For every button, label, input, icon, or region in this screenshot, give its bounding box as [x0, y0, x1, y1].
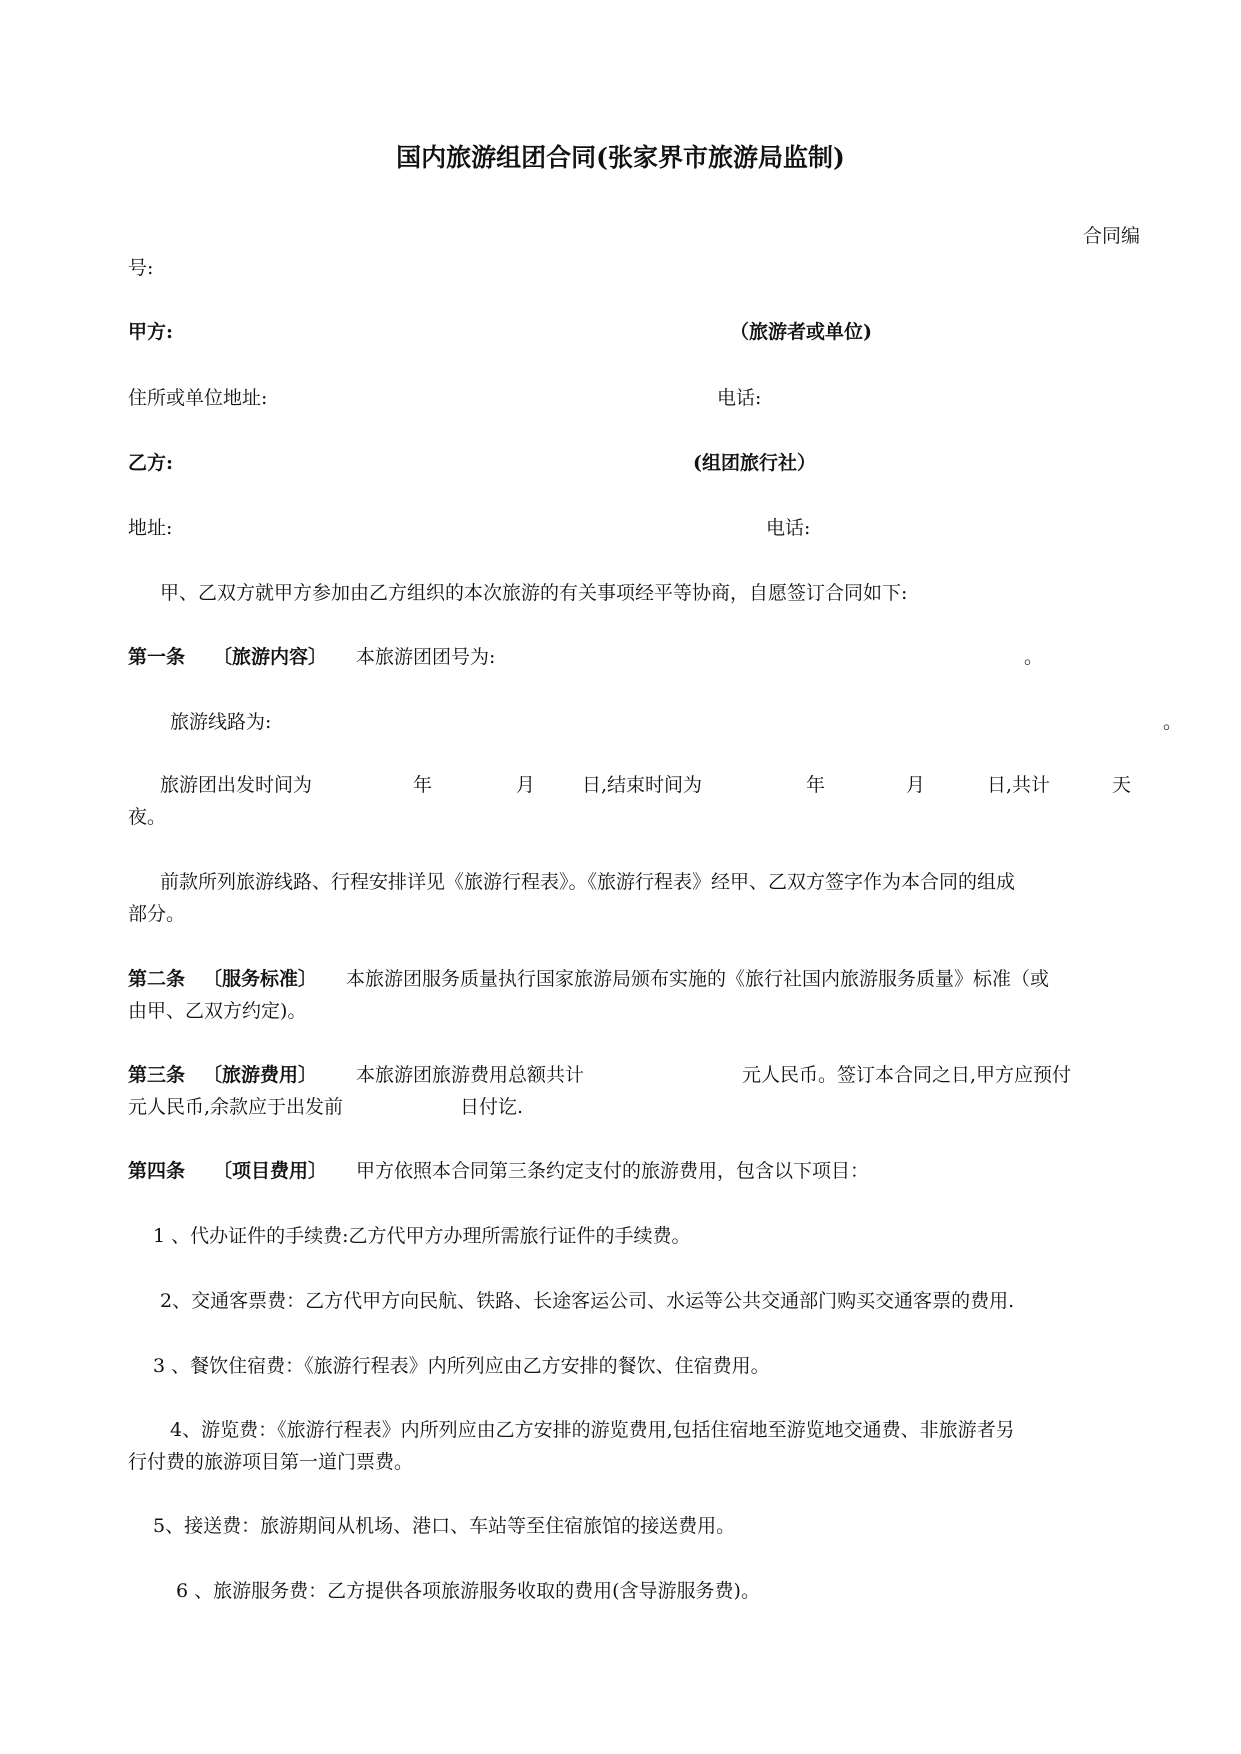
- list-item: 3 、餐饮住宿费：《旅游行程表》内所列应由乙方安排的餐饮、住宿费用。: [153, 1355, 770, 1377]
- article-3-heading: 第三条: [128, 1064, 186, 1086]
- nights-label: 夜。: [128, 806, 167, 828]
- contract-number-label: 合同编: [1083, 225, 1141, 247]
- intro-paragraph: 甲、乙双方就甲方参加由乙方组织的本次旅游的有关事项经平等协商，自愿签订合同如下:: [160, 582, 908, 604]
- article-2-heading: 第二条: [128, 968, 186, 990]
- article-3-total-label: 本旅游团旅游费用总额共计: [356, 1064, 585, 1086]
- article-1-period: 。: [1024, 646, 1044, 668]
- end-year-label: 年: [806, 774, 826, 796]
- itinerary-paragraph-line1: 前款所列旅游线路、行程安排详见《旅游行程表》。《旅游行程表》经甲、乙双方签字作为本合同的组成: [160, 871, 1016, 893]
- depart-time-label: 旅游团出发时间为: [160, 774, 313, 796]
- article-3-balance-label: 元人民币,余款应于出发前: [128, 1096, 344, 1118]
- article-1-group-number: 本旅游团团号为:: [356, 646, 496, 668]
- list-item: 6 、旅游服务费：乙方提供各项旅游服务收取的费用(含导游服务费)。: [176, 1580, 760, 1602]
- depart-month-label: 月: [516, 774, 536, 796]
- page-title: 国内旅游组团合同(张家界市旅游局监制): [396, 143, 845, 172]
- party-b-label: 乙方:: [128, 452, 174, 474]
- end-month-label: 月: [906, 774, 926, 796]
- party-a-address-label: 住所或单位地址:: [128, 387, 268, 409]
- list-item: 5、接送费：旅游期间从机场、港口、车站等至住宿旅馆的接送费用。: [153, 1515, 736, 1537]
- article-4-topic: 〔项目费用〕: [213, 1160, 328, 1182]
- party-b-note: (组团旅行社）: [693, 452, 816, 474]
- itinerary-paragraph-line2: 部分。: [128, 903, 186, 925]
- contract-number-label-cont: 号:: [128, 257, 154, 279]
- depart-year-label: 年: [413, 774, 433, 796]
- article-2-line2: 由甲、乙双方约定)。: [128, 1000, 307, 1022]
- days-label: 天: [1112, 774, 1132, 796]
- article-3-prepay-label: 元人民币。签订本合同之日,甲方应预付: [742, 1064, 1072, 1086]
- article-3-topic: 〔旅游费用〕: [203, 1064, 318, 1086]
- article-1-route: 旅游线路为:: [170, 711, 272, 733]
- article-1-topic: 〔旅游内容〕: [213, 646, 328, 668]
- article-4-heading: 第四条: [128, 1160, 186, 1182]
- list-item: 2、交通客票费：乙方代甲方向民航、铁路、长途客运公司、水运等公共交通部门购买交通客票的费用.: [160, 1290, 1015, 1312]
- article-4-line1: 甲方依照本合同第三条约定支付的旅游费用，包含以下项目：: [356, 1160, 870, 1182]
- article-2-line1: 本旅游团服务质量执行国家旅游局颁布实施的《旅行社国内旅游服务质量》标准（或: [346, 968, 1050, 990]
- list-item: 4、游览费：《旅游行程表》内所列应由乙方安排的游览费用,包括住宿地至游览地交通费、非旅游者另: [170, 1419, 1015, 1441]
- party-b-phone-label: 电话:: [766, 517, 811, 539]
- end-time-label: 日,结束时间为: [582, 774, 703, 796]
- article-3-due-label: 日付讫.: [460, 1096, 524, 1118]
- article-1-heading: 第一条: [128, 646, 186, 668]
- list-item: 行付费的旅游项目第一道门票费。: [128, 1451, 414, 1473]
- party-a-note: （旅游者或单位): [730, 321, 872, 343]
- total-label: 日,共计: [987, 774, 1051, 796]
- party-b-address-label: 地址:: [128, 517, 173, 539]
- list-item: 1 、代办证件的手续费:乙方代甲方办理所需旅行证件的手续费。: [153, 1225, 691, 1247]
- party-a-phone-label: 电话:: [717, 387, 762, 409]
- article-2-topic: 〔服务标准〕: [203, 968, 318, 990]
- party-a-label: 甲方:: [128, 321, 174, 343]
- article-1-route-period: 。: [1163, 711, 1183, 733]
